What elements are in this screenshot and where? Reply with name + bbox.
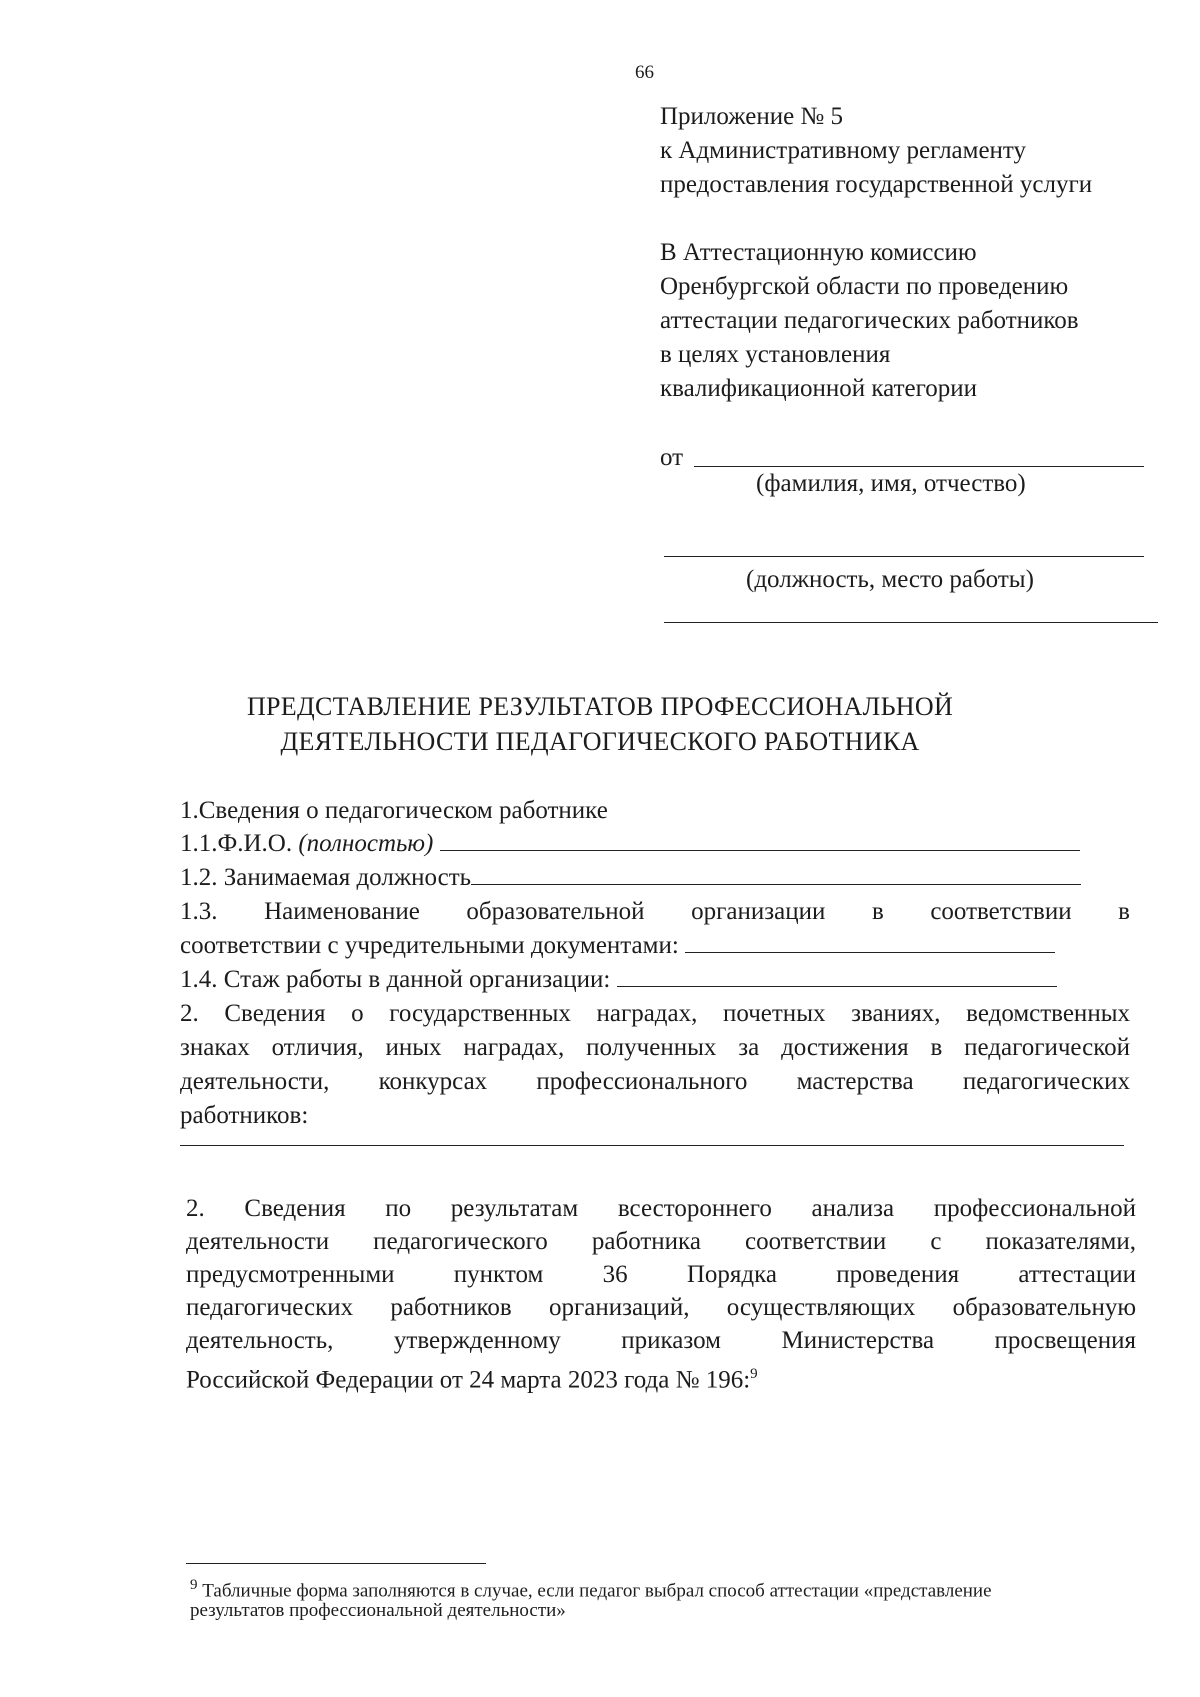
org-row: 1.3. Наименование образовательной организации в соответствии в: [180, 898, 1130, 925]
footnote-text: Табличные форма заполняются в случае, если педагог выбрал способ аттестации «представление: [197, 1580, 992, 1602]
footnote-ref: 9: [750, 1366, 758, 1382]
appendix-line: к Административному регламенту: [660, 137, 1027, 164]
analysis-text: педагогических работников организаций, осуществляющих образовательную: [186, 1294, 1136, 1321]
org-input-line: [685, 930, 1055, 953]
org-row-2: [180, 929, 1055, 963]
awards-text: 2. Сведения о государственных наградах, почетных званиях, ведомственных: [180, 1000, 1130, 1027]
addressee-line: Оренбургской области по проведению: [660, 273, 1069, 300]
awards-input-line: [180, 1145, 1124, 1146]
footnote-line: результатов профессиональной деятельности»: [190, 1600, 566, 1621]
fio-caption: (фамилия, имя, отчество): [756, 470, 1026, 497]
document-title: ПРЕДСТАВЛЕНИЕ РЕЗУЛЬТАТОВ ПРОФЕССИОНАЛЬНОЙ: [246, 692, 954, 721]
page-number: 66: [635, 62, 654, 83]
appendix-line: предоставления государственной услуги: [660, 171, 1093, 198]
fio-note: (полностью): [298, 830, 434, 857]
position-fill-line: [664, 556, 1144, 557]
position-label: 1.2. Занимаемая должность: [180, 864, 472, 891]
awards-text: деятельности, конкурсах профессионального мастерства педагогических: [180, 1068, 1130, 1095]
fio-row: [180, 827, 1080, 861]
fio-label: 1.1.Ф.И.О.: [180, 830, 293, 857]
addressee-line: квалификационной категории: [660, 375, 978, 402]
fio-input-line: [440, 828, 1080, 851]
experience-input-line: [617, 964, 1057, 987]
analysis-text: деятельность, утвержденному приказом Министерства просвещения: [186, 1327, 1136, 1354]
section-heading: 1.Сведения о педагогическом работнике: [180, 797, 608, 824]
analysis-text: предусмотренными пунктом 36 Порядка проведения аттестации: [186, 1261, 1136, 1288]
experience-label: 1.4. Стаж работы в данной организации:: [180, 966, 611, 993]
addressee-line: аттестации педагогических работников: [660, 307, 1079, 334]
position-fill-line-2: [664, 622, 1158, 623]
addressee-line: в целях установления: [660, 341, 891, 368]
footnote-mark: 9: [190, 1577, 198, 1593]
org-label: соответствии с учредительными документами:: [180, 932, 679, 959]
experience-row: [180, 963, 1057, 997]
awards-text: знаках отличия, иных наградах, полученных за достижения в педагогической: [180, 1034, 1130, 1061]
position-input-line: [471, 862, 1081, 885]
document-title: ДЕЯТЕЛЬНОСТИ ПЕДАГОГИЧЕСКОГО РАБОТНИКА: [280, 727, 920, 756]
analysis-text: 2. Сведения по результатам всестороннего анализа профессиональной: [186, 1195, 1136, 1222]
analysis-text: Российской Федерации от 24 марта 2023 года № 196:: [186, 1366, 751, 1394]
fio-fill-line: [694, 466, 1144, 467]
analysis-text-last: [186, 1357, 758, 1397]
analysis-text: деятельности педагогического работника соответствии с показателями,: [186, 1228, 1136, 1255]
addressee-line: В Аттестационную комиссию: [660, 239, 977, 266]
from-label: от: [660, 444, 684, 471]
appendix-line: Приложение № 5: [660, 103, 844, 130]
footnote-separator: [186, 1563, 486, 1564]
position-caption: (должность, место работы): [746, 566, 1034, 593]
position-row: [180, 861, 1081, 895]
awards-text: работников:: [180, 1102, 309, 1129]
